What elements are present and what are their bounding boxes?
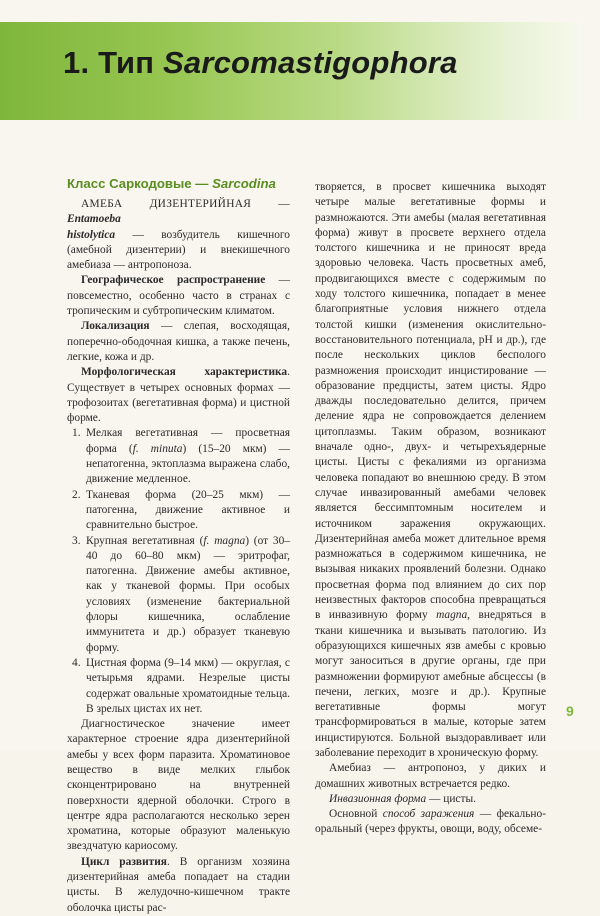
list-item-number: 2. <box>72 488 81 501</box>
list-item-text-b: ) (15–20 мкм) — непатогенна, эктоплазма выражена слабо, движение медленное. <box>86 442 290 486</box>
list-item-text-a: Цистная форма (9–14 мкм) — округлая, с четырьмя ядрами. Незрелые цисты содержат овальные хроматоидные тельца. В зрелых цистах их нет. <box>86 656 290 715</box>
list-item-number: 4. <box>72 656 81 669</box>
species-latin-1: Entamoeba <box>67 213 121 226</box>
species-name: АМЕБА ДИЗЕНТЕРИЙНАЯ — <box>81 198 290 210</box>
list-item-text-a: Мелкая вегетативная — просветная форма ( <box>86 427 290 455</box>
infection-text-a: Основной <box>329 808 383 821</box>
list-item <box>67 656 290 717</box>
loc-paragraph <box>67 319 290 365</box>
intro-text: — возбудитель кишечного (амебной дизентерии) и внекишечного амебиаза — антропоноза. <box>67 228 290 272</box>
chapter-title-latin: Sarcomastigophora <box>163 45 458 80</box>
list-item-text <box>86 488 290 534</box>
list-item-text-b: ) (от 30–40 до 60–80 мкм) — эритрофаг, патогенна. Движение амебы активное, как у тканевой формы. При особых условиях (изменение бактериальной флоры кишечника, ослабление иммунитета и др.) образует тканевую форму. <box>86 534 291 654</box>
list-item <box>67 426 290 487</box>
class-heading <box>67 176 276 191</box>
list-item <box>67 488 290 534</box>
infection-label: способ заражения <box>382 808 475 821</box>
infection-text-b: — фекально-оральный (через фрукты, овощи, воду, обсеме- <box>315 808 547 836</box>
geo-text: — повсеместно, особенно часто в странах с тропическим и субтропическим климатом. <box>67 274 290 318</box>
morph-paragraph <box>67 365 290 426</box>
invasion-form-label: Инвазионная форма <box>329 792 427 805</box>
list-item-text-a: Тканевая форма (20–25 мкм) — патогенна, движение активное и сравнительно быстрое. <box>86 488 290 532</box>
cycle-text: . В организм хозяина дизентерийная амеба попадает на стадии цисты. В желудочно-кишечном тракте оболочка цисты рас- <box>67 855 290 914</box>
list-item-text <box>86 656 290 717</box>
morph-label: Морфологическая характеристика <box>81 366 288 379</box>
right-text-b: , внедряться в ткани кишечника и вызывать патологию. Из образующихся кишечных язв амебы с кровью могут заноситься в другие органы, где при размножении формируют амебные абсцессы (в печени, легких, мозге и др.). Крупные вегетативные формы могут трансформироваться в малые, которые затем инцистируются. Больной выздоравливает или заболевание переходит в хроническую форму. <box>315 609 546 759</box>
class-heading-latin: Sarcodina <box>212 176 276 191</box>
geo-label: Географическое распространение <box>81 274 266 287</box>
invasion-form-text: — цисты. <box>426 792 476 805</box>
morph-text: . Существует в четырех основных формах — трофозоитах (вегетативная форма) и цистной форме. <box>67 366 290 425</box>
cycle-paragraph <box>67 855 290 916</box>
list-item-text <box>86 534 290 656</box>
list-item-text <box>86 426 290 487</box>
geo-paragraph <box>67 273 290 319</box>
list-item-number: 3. <box>72 534 81 547</box>
right-text-a: творяется, в просвет кишечника выходят четыре малые вегетативные формы и размножаются. Эти амебы (малая вегетативная форма) живут в просвете верхнего отдела толстого кишечника и не приносят вреда здоровью человека. Часть просветных амеб, продвигающихся вместе с содержимым по ходу толстого кишечника, попадает в менее благоприятные условия нижнего отдела толстой кишки (изменения окислительно-восстановительного потенциала, pH и др.), где после нескольких циклов бесполого размножения происходит инцистирование — образование предцисты, затем цисты. Ядро дважды последовательно делится, причем деление ядра не сопровождается делением цитоплазмы. Таким образом, возникают вначале одно-, двух- и четырехъядерные цисты. Цисты с фекалиями из организма человека попадают во внешнюю среду. В этом случае инвазированный амебами человек является бессимптомным носителем и источником заражения окружающих. Дизентерийная амеба может длительное время размножаться в содержимом кишечника, не вызывая никаких проявлений болезни. Однако просветная форма под влиянием до сих пор неизвестных факторов способна превращаться в инвазивную форму <box>315 181 546 622</box>
left-column <box>67 197 290 916</box>
intro-paragraph <box>67 197 290 273</box>
list-item-latin: f. magna <box>203 534 246 547</box>
right-paragraph-3 <box>315 792 546 807</box>
loc-label: Локализация <box>81 320 150 333</box>
list-item <box>67 534 290 656</box>
list-item-text-a: Крупная вегетативная ( <box>86 534 204 547</box>
chapter-title-prefix: 1. Тип <box>63 45 164 80</box>
chapter-title <box>63 45 458 81</box>
right-paragraph-4 <box>315 807 546 838</box>
class-heading-prefix: Класс Саркодовые — <box>67 176 213 191</box>
right-column <box>315 180 546 838</box>
list-item-latin: f. minuta <box>132 442 183 455</box>
loc-text: — слепая, восходящая, поперечно-ободочная кишка, а также печень, легкие, кожа и др. <box>67 320 290 363</box>
list-item-number: 1. <box>72 427 81 440</box>
diagnostic-paragraph: Диагностическое значение имеет характерное строение ядра дизентерийной амебы у всех форм паразита. Хроматиновое вещество в виде мелких глыбок сконцентрировано на внутренней поверхности ядерной оболочки. Строго в центре ядра располагаются несколько зерен хроматина, которые образуют маленькую звездчатую кариосому. <box>67 718 290 853</box>
cycle-label: Цикл развития <box>81 855 167 868</box>
page-number: 9 <box>566 703 574 719</box>
right-paragraph-2: Амебиаз — антропоноз, у диких и домашних животных встречается редко. <box>315 762 546 790</box>
right-paragraph-1 <box>315 180 546 761</box>
species-latin-2: histolytica <box>67 228 116 241</box>
right-latin: magna <box>436 609 468 622</box>
